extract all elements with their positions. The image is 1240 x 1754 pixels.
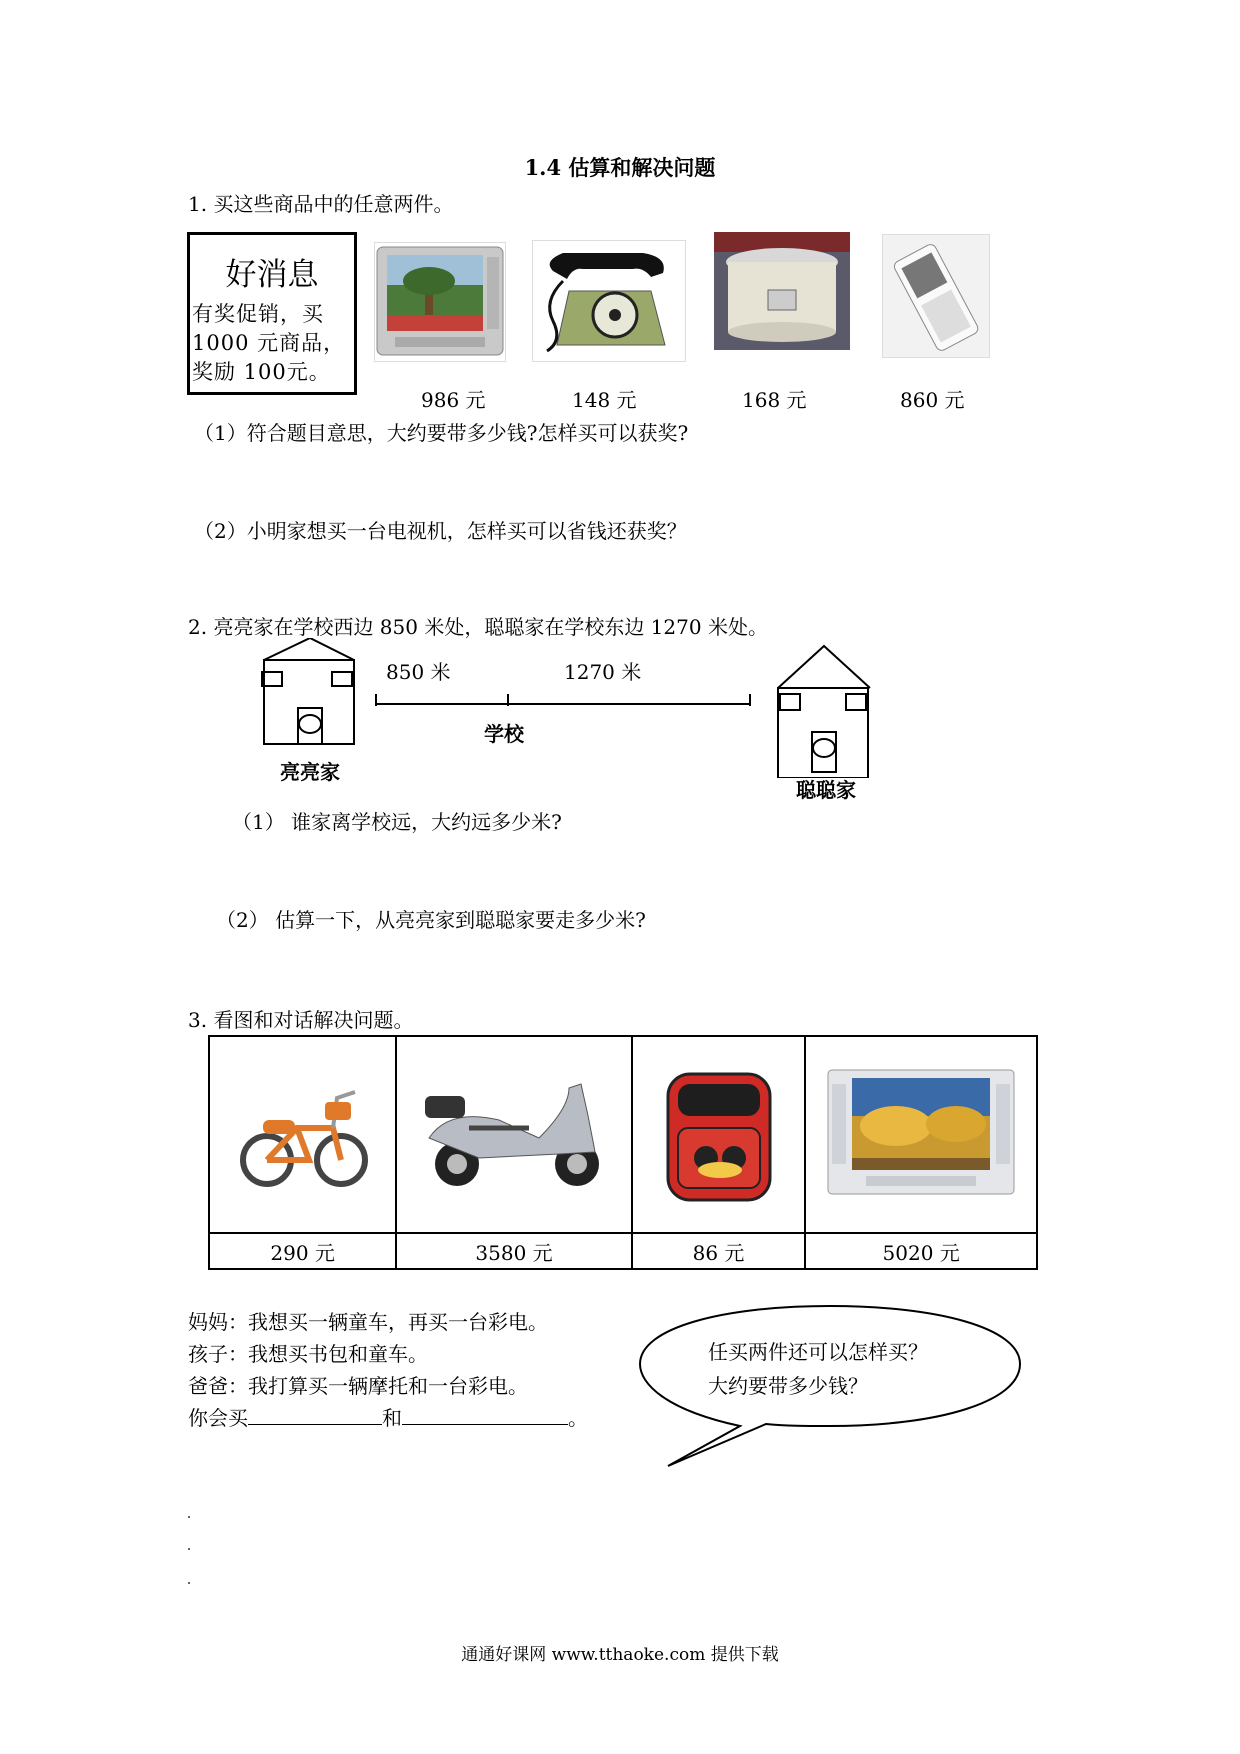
price-bicycle: 290 元 (209, 1233, 396, 1269)
answer-mid: 和 (382, 1406, 402, 1430)
dialog-child: 孩子：我想买书包和童车。 (188, 1342, 428, 1366)
price-schoolbag: 86 元 (632, 1233, 806, 1269)
price-mobile-phone: 860 元 (900, 388, 965, 412)
telephone-image (532, 240, 686, 362)
distance-left-label: 850 米 (386, 660, 451, 684)
school-label: 学校 (484, 722, 524, 746)
bicycle-cell (209, 1036, 396, 1233)
mark-dot (188, 1582, 190, 1584)
q2-sub2: （2） 估算一下，从亮亮家到聪聪家要走多少米? (216, 908, 646, 932)
q1-sub1: （1）符合题目意思，大约要带多少钱?怎样买可以获奖? (194, 421, 689, 445)
notice-body: 有奖促销，买1000 元商品，奖励 100元。 (192, 302, 346, 384)
price-tv: 986 元 (421, 388, 486, 412)
mark-dot (188, 1516, 190, 1518)
q2-stem: 2. 亮亮家在学校西边 850 米处，聪聪家在学校东边 1270 米处。 (188, 615, 768, 639)
tv-image (374, 242, 506, 362)
motorcycle-image (419, 1068, 609, 1198)
motorcycle-cell (396, 1036, 631, 1233)
price-telephone: 148 元 (572, 388, 637, 412)
mobile-phone-image (882, 234, 990, 358)
right-home-label: 聪聪家 (796, 778, 856, 802)
answer-blank-1[interactable] (248, 1406, 382, 1425)
mark-dot (188, 1548, 190, 1550)
color-tv-image (826, 1068, 1016, 1198)
goods-table (208, 1035, 1038, 1270)
q3-stem: 3. 看图和对话解决问题。 (188, 1008, 414, 1032)
price-rice-cooker: 168 元 (742, 388, 807, 412)
bubble-line-1: 任买两件还可以怎样买？ (708, 1340, 928, 1364)
dialog-dad: 爸爸：我打算买一辆摩托和一台彩电。 (188, 1374, 528, 1398)
right-house-icon (778, 646, 870, 778)
answer-line (188, 1402, 588, 1431)
answer-prefix: 你会买 (188, 1406, 248, 1430)
distance-right-label: 1270 米 (564, 660, 642, 684)
left-house-icon (262, 638, 354, 744)
page-footer: 通通好课网 www.tthaoke.com 提供下载 (461, 1645, 779, 1665)
rice-cooker-image (714, 232, 850, 350)
q1-sub2: （2）小明家想买一台电视机，怎样买可以省钱还获奖？ (194, 519, 687, 543)
q2-sub1: （1） 谁家离学校远，大约远多少米? (232, 810, 562, 834)
dialog-mom: 妈妈：我想买一辆童车，再买一台彩电。 (188, 1310, 548, 1334)
bicycle-image (233, 1068, 373, 1198)
answer-blank-2[interactable] (402, 1406, 568, 1425)
left-home-label: 亮亮家 (280, 760, 340, 784)
notice-box (187, 232, 357, 395)
bubble-line-2: 大约要带多少钱？ (708, 1374, 868, 1398)
schoolbag-image (654, 1058, 784, 1208)
schoolbag-cell (632, 1036, 806, 1233)
answer-end: 。 (568, 1406, 588, 1430)
color-tv-cell (805, 1036, 1037, 1233)
page-title: 1.4 估算和解决问题 (524, 155, 716, 180)
notice-title: 好消息 (225, 257, 319, 293)
price-motorcycle: 3580 元 (396, 1233, 631, 1269)
q1-stem: 1. 买这些商品中的任意两件。 (188, 192, 454, 216)
price-color-tv: 5020 元 (805, 1233, 1037, 1269)
